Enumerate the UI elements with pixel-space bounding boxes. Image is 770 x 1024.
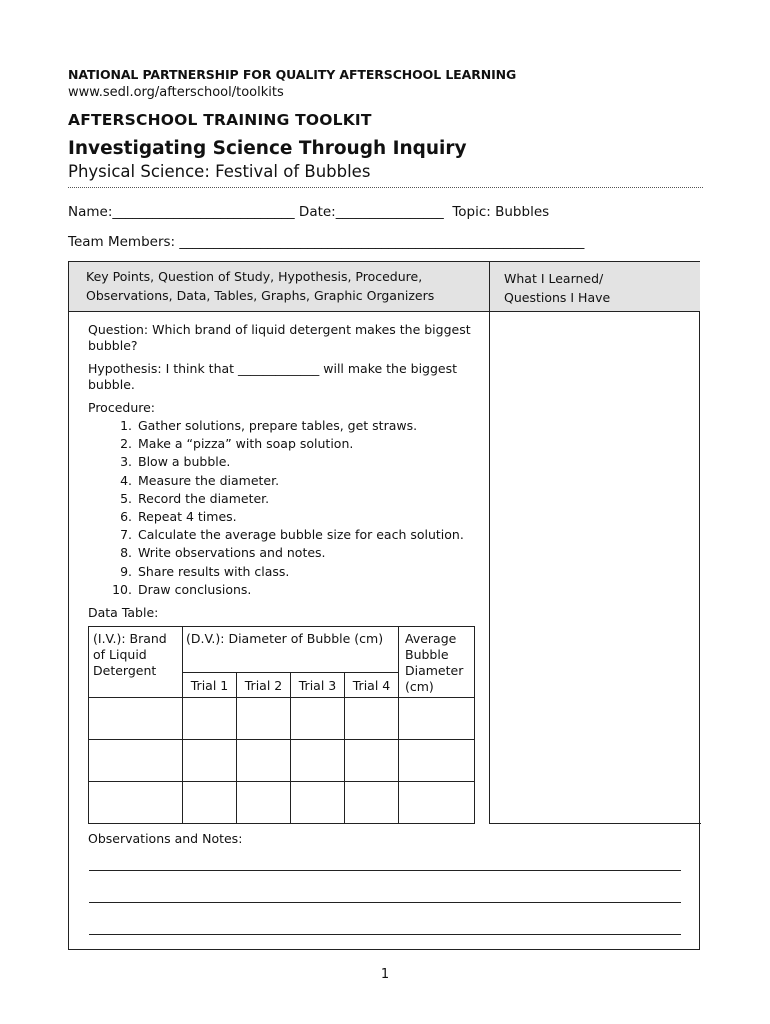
observations-label: Observations and Notes:	[88, 831, 243, 846]
name-date-topic-line: Name:___________________________ Date:________________ Topic: Bubbles	[68, 204, 550, 220]
list-item: 6. Repeat 4 times.	[120, 508, 237, 524]
left-column-header	[69, 262, 489, 312]
table-cell[interactable]	[237, 740, 291, 782]
list-item: 8. Write observations and notes.	[120, 545, 326, 561]
table-cell[interactable]	[237, 782, 291, 824]
table-cell[interactable]	[399, 782, 475, 824]
right-header-line1: What I Learned/	[504, 271, 604, 286]
column-divider	[489, 261, 490, 824]
table-row	[89, 740, 475, 782]
list-item: 5. Record the diameter.	[120, 490, 270, 506]
left-header-line1: Key Points, Question of Study, Hypothesis, Procedure,	[86, 269, 423, 284]
list-item: 10. Draw conclusions.	[112, 581, 252, 597]
procedure-steps	[88, 417, 464, 599]
table-cell[interactable]	[291, 698, 345, 740]
table-cell[interactable]	[183, 782, 237, 824]
table-cell[interactable]	[399, 740, 475, 782]
table-cell[interactable]	[183, 698, 237, 740]
list-item: 9. Share results with class.	[120, 563, 290, 579]
notes-write-line[interactable]	[89, 934, 681, 935]
list-item: 7. Calculate the average bubble size for each solution.	[120, 527, 464, 543]
page-number: 1	[380, 967, 390, 982]
table-cell[interactable]	[399, 698, 475, 740]
toolkit-heading: AFTERSCHOOL TRAINING TOOLKIT	[68, 111, 372, 129]
hypothesis-text: Hypothesis: I think that _____________ will make the biggest bubble.	[88, 361, 458, 392]
trial-1-header: Trial 1	[183, 673, 237, 698]
right-header-line2: Questions I Have	[504, 290, 611, 305]
avg-header-cell: Average Bubble Diameter (cm)	[399, 627, 475, 698]
table-cell[interactable]	[345, 782, 399, 824]
list-item: 3. Blow a bubble.	[120, 454, 231, 470]
team-members-line: Team Members: ____________________________________________________________	[68, 234, 585, 250]
trial-2-header: Trial 2	[237, 673, 291, 698]
toolkit-url: www.sedl.org/afterschool/toolkits	[68, 85, 284, 100]
notes-write-line[interactable]	[89, 870, 681, 871]
table-cell[interactable]	[345, 740, 399, 782]
right-column-bottom	[489, 823, 701, 824]
left-header-line2: Observations, Data, Tables, Graphs, Graphic Organizers	[86, 288, 435, 303]
data-table-label: Data Table:	[88, 605, 159, 620]
table-cell[interactable]	[183, 740, 237, 782]
page-title: Investigating Science Through Inquiry	[68, 138, 467, 159]
iv-header-cell: (I.V.): Brand of Liquid Detergent	[89, 627, 183, 698]
procedure-label: Procedure:	[88, 400, 156, 415]
trial-4-header: Trial 4	[345, 673, 399, 698]
table-row	[89, 782, 475, 824]
table-cell[interactable]	[345, 698, 399, 740]
dotted-divider	[68, 187, 703, 188]
table-cell[interactable]	[89, 698, 183, 740]
question-text: Question: Which brand of liquid detergent makes the biggest bubble?	[88, 322, 471, 353]
table-cell[interactable]	[291, 782, 345, 824]
org-name: NATIONAL PARTNERSHIP FOR QUALITY AFTERSCHOOL LEARNING	[68, 67, 517, 82]
data-table	[88, 626, 475, 824]
dv-header-cell: (D.V.): Diameter of Bubble (cm)	[183, 627, 399, 673]
table-cell[interactable]	[237, 698, 291, 740]
list-item: 2. Make a “pizza” with soap solution.	[120, 436, 354, 452]
list-item: 4. Measure the diameter.	[120, 472, 280, 488]
table-cell[interactable]	[291, 740, 345, 782]
right-column-header	[490, 262, 700, 312]
table-cell[interactable]	[89, 782, 183, 824]
trial-3-header: Trial 3	[291, 673, 345, 698]
table-row	[89, 698, 475, 740]
table-cell[interactable]	[89, 740, 183, 782]
notes-write-line[interactable]	[89, 902, 681, 903]
list-item: 1. Gather solutions, prepare tables, get straws.	[120, 418, 418, 433]
page-subtitle: Physical Science: Festival of Bubbles	[68, 162, 371, 181]
